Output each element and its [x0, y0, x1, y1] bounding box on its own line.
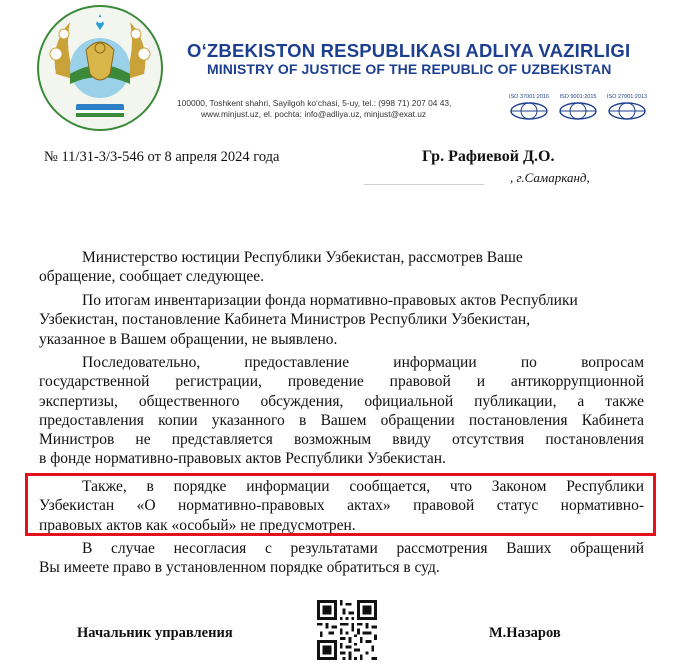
ministry-title-en: MINISTRY OF JUSTICE OF THE REPUBLIC OF UZBEKISTAN [207, 61, 612, 77]
paragraph-3 [39, 353, 644, 469]
ministry-web-contacts: www.minjust.uz, el. pochta: info@adliya.uz, minjust@exat.uz [201, 109, 427, 119]
ministry-title-uz: O‘ZBEKISTON RESPUBLIKASI ADLIYA VAZIRLIGI [187, 40, 631, 61]
text-line: в фонде нормативно-правовых актов Республики Узбекистан. [39, 450, 446, 468]
paragraph-5 [39, 539, 644, 578]
recipient-city: , г.Самарканд, [510, 170, 590, 185]
iso-27001-label: ISO 27001:2013 [606, 94, 648, 100]
text-line: Узбекистан, постановление Кабинета Министров Республики Узбекистан, [39, 311, 531, 329]
iso-9001-label: ISO 9001:2015 [559, 94, 597, 100]
text-line: обращение, сообщает следующее. [39, 268, 264, 286]
signatory-position: Начальник управления [77, 625, 233, 641]
ministry-address: 100000, Toshkent shahri, Sayilgoh ko‘chasi, 5-uy, tel.: (998 71) 207 04 43, [177, 98, 452, 108]
text-line: Также, в порядке информации сообщается, что Законом Республики [82, 478, 644, 495]
iso-9001-badge [555, 94, 601, 126]
paragraph-1 [39, 248, 644, 287]
red-highlight-box [25, 473, 656, 536]
divider-line [364, 184, 484, 185]
text-line: Министерство юстиции Республики Узбекистан, рассмотрев Ваше [82, 249, 523, 266]
text-line: экспертизы, общественного обсуждения, официальной публикации, а также [39, 392, 644, 410]
text-line: Узбекистан «О нормативно-правовых актах» правовой статус нормативно- [39, 497, 644, 515]
text-line: предоставления копии указанного в Вашем обращении постановления Кабинета [39, 411, 644, 429]
text-line: В случае несогласия с результатами рассмотрения Ваших обращений [82, 540, 644, 557]
certification-globe-icon [509, 101, 549, 121]
text-line: государственной регистрации, проведение правовой и антикоррупционной [39, 373, 644, 391]
text-line: указанное в Вашем обращении, не выявлено. [39, 330, 338, 348]
signatory-name: М.Назаров [489, 625, 561, 641]
text-line: Вы имеете право в установленном порядке обратиться в суд. [39, 559, 440, 577]
paragraph-2 [39, 291, 644, 349]
iso-27001-badge [604, 94, 650, 126]
certification-globe-icon [607, 101, 647, 121]
text-line: Министров не представляется возможным ввиду отсутствия постановления [39, 431, 644, 449]
iso-37001-badge [506, 94, 552, 126]
text-line: правовых актов как «особый» не предусмотрен. [39, 516, 356, 534]
letter-reference-number: № 11/31-3/3-546 от 8 апреля 2024 года [44, 149, 280, 165]
text-line: По итогам инвентаризации фонда нормативно-правовых актов Республики [82, 292, 578, 309]
state-emblem [36, 4, 164, 132]
qr-code [316, 600, 378, 660]
certification-globe-icon [558, 101, 598, 121]
text-line: Последовательно, предоставление информации по вопросам [82, 354, 644, 371]
recipient-name: Гр. Рафиевой Д.О. [422, 148, 555, 165]
iso-37001-label: ISO 37001:2016 [508, 94, 550, 100]
